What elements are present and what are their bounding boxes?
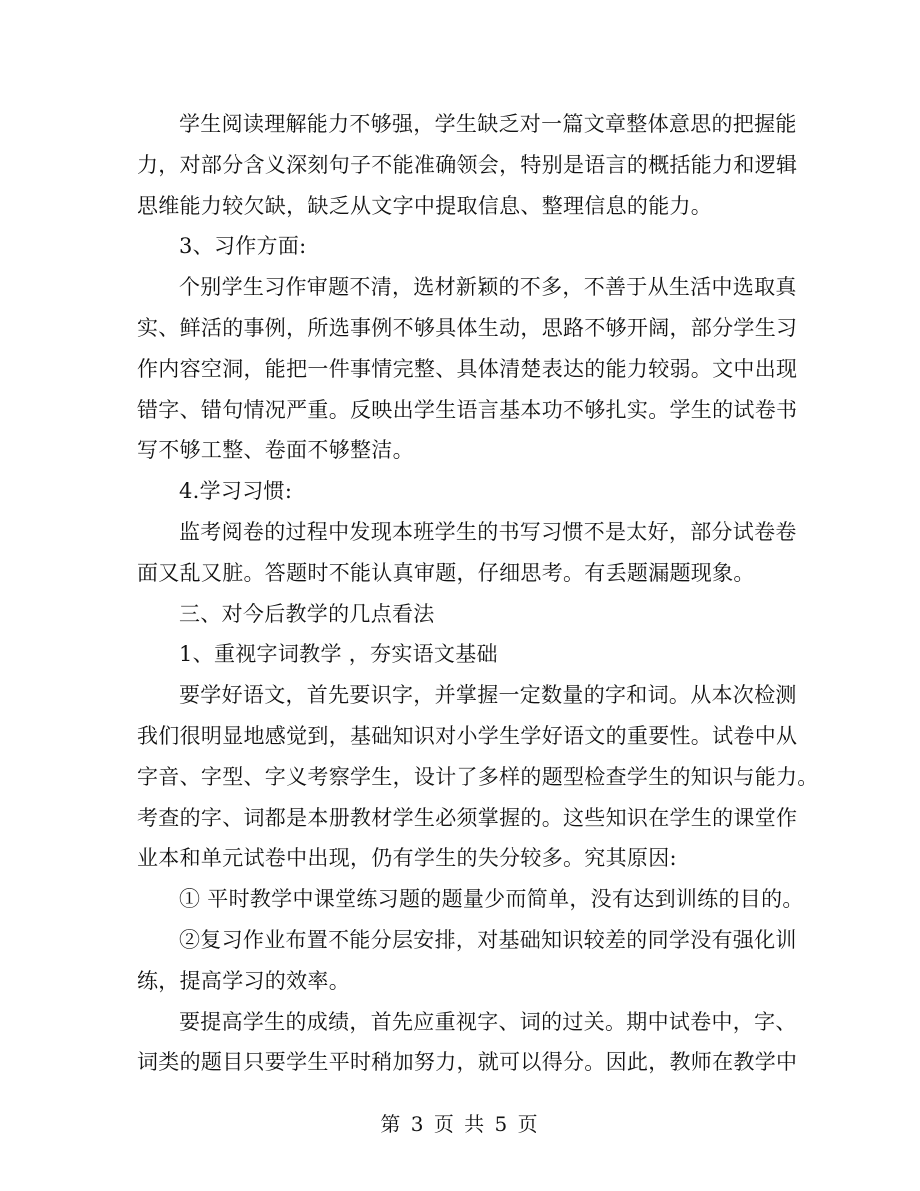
section-heading: 3、习作方面:	[179, 234, 307, 259]
text-line: 监考阅卷的过程中发现本班学生的书写习惯不是太好，部分试卷卷	[179, 519, 797, 544]
section-heading: 1、重视字词教学 ，夯实语文基础	[179, 642, 498, 667]
text-line: 要提高学生的成绩，首先应重视字、词的过关。期中试卷中，字、	[179, 1009, 797, 1034]
body-text	[137, 104, 819, 1083]
list-item: ① 平时教学中课堂练习题的题量少而简单，没有达到训练的目的。	[179, 887, 804, 912]
text-line: 考查的字、词都是本册教材学生必须掌握的。这些知识在学生的课堂作	[137, 805, 798, 830]
text-line: 字音、字型、字义考察学生，设计了多样的题型检查学生的知识与能力。	[137, 764, 819, 789]
text-line: 业本和单元试卷中出现，仍有学生的失分较多。究其原因:	[137, 846, 677, 871]
section-heading: 4.学习习惯:	[179, 479, 293, 504]
text-line: 词类的题目只要学生平时稍加努力，就可以得分。因此，教师在教学中	[137, 1050, 798, 1075]
text-line: 思维能力较欠缺，缺乏从文字中提取信息、整理信息的能力。	[137, 193, 713, 218]
text-line: 学生阅读理解能力不够强，学生缺乏对一篇文章整体意思的把握能	[179, 112, 797, 136]
list-item: ②复习作业布置不能分层安排，对基础知识较差的同学没有强化训	[179, 927, 797, 952]
text-line: 练，提高学习的效率。	[137, 968, 350, 993]
text-line: 错字、错句情况严重。反映出学生语言基本功不够扎实。学生的试卷书	[137, 397, 798, 422]
text-line: 要学好语文，首先要识字，并掌握一定数量的字和词。从本次检测	[179, 683, 797, 708]
text-line: 力，对部分含义深刻句子不能准确领会，特别是语言的概括能力和逻辑	[137, 152, 798, 177]
text-line: 个别学生习作审题不清，选材新颖的不多，不善于从生活中选取真	[179, 275, 797, 300]
text-line: 写不够工整、卷面不够整洁。	[137, 438, 414, 463]
section-heading: 三、对今后教学的几点看法	[179, 601, 435, 626]
text-line: 面又乱又脏。答题时不能认真审题，仔细思考。有丢题漏题现象。	[137, 560, 755, 585]
text-line: 作内容空洞，能把一件事情完整、具体清楚表达的能力较弱。文中出现	[137, 356, 798, 381]
page-footer: 第 3 页 共 5 页	[380, 1112, 540, 1136]
text-line: 我们很明显地感觉到，基础知识对小学生学好语文的重要性。试卷中从	[137, 723, 798, 748]
text-line: 实、鲜活的事例，所选事例不够具体生动，思路不够开阔，部分学生习	[137, 315, 798, 340]
